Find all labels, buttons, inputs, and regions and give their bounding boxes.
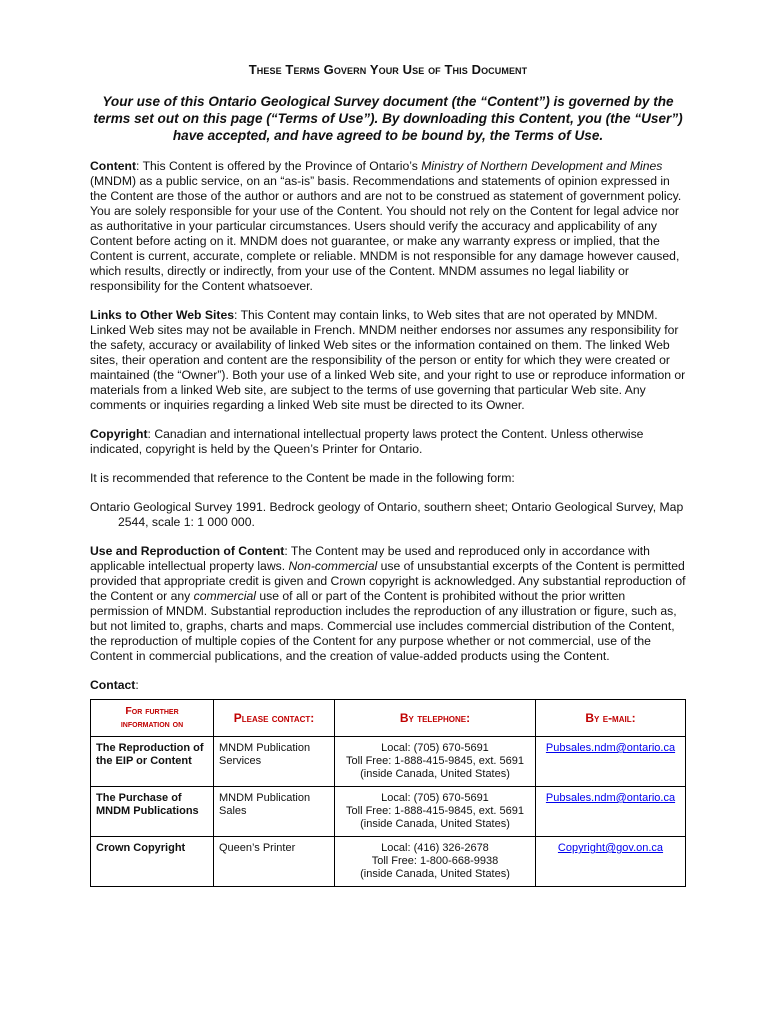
use-text-b: use of unsubstantial excerpts of the Content is permitted provided that appropriate credit is given and Crown copyright is acknowledged. Any substantial reproduction of the Content or any: [90, 559, 686, 603]
links-text: : This Content may contain links, to Web sites that are not operated by MNDM. Linked Web sites may not be available in French. MNDM neither endorses nor assumes any responsibility for the safety, accuracy or availability of linked Web sites or the information contained on them. The linked Web sites, their operation and content are the responsibility of the person or entity for which they were created or maintained (the “Owner”). Both your use of a linked Web site, and your right to use or reproduce information or materials from a linked Web site, are subject to the terms of use governing that particular Web site. Any comments or inquiries regarding a linked Web site must be directed to its Owner.: [90, 308, 686, 412]
content-text-b: (MNDM) as a public service, on an “as-is” basis. Recommendations and statements of opinion expressed in the Content are those of the author or authors and are not to be construed as statement of government policy. You are solely responsible for your use of the Content. You should not rely on the Content for legal advice nor as authoritative in your particular circumstances. Users should verify the accuracy and applicability of any Content before acting on it. MNDM does not guarantee, or make any warranty express or implied, that the Content is current, accurate, complete or reliable. MNDM is not responsible for any damage however caused, which results, directly or indirectly, from your use of the Content. MNDM assumes no legal liability or responsibility for the Content whatsoever.: [90, 174, 682, 293]
table-row: [91, 787, 686, 837]
copyright-text: : Canadian and international intellectual property laws protect the Content. Unless otherwise indicated, copyright is held by the Queen’s Printer for Ontario.: [90, 427, 644, 456]
tel-local: Local: (705) 670-5691: [381, 792, 489, 804]
header-telephone: By telephone:: [335, 700, 536, 737]
content-paragraph: [90, 159, 686, 294]
title-w6: of: [428, 62, 441, 77]
citation: Ontario Geological Survey 1991. Bedrock geology of Ontario, southern sheet; Ontario Geological Survey, Map 2544, scale 1: 1 000 000.: [90, 500, 684, 529]
title-w3-rest: overn: [333, 62, 367, 77]
tel-region: (inside Canada, United States): [360, 868, 510, 880]
title-w5-cap: U: [402, 62, 413, 77]
content-text-a: : This Content is offered by the Province of Ontario’s: [136, 159, 422, 173]
document-title: [90, 62, 686, 77]
links-paragraph: [90, 308, 686, 413]
row-telephone: [335, 737, 536, 787]
intro-statement: Your use of this Ontario Geological Survey document (the “Content”) is governed by the terms set out on this page (“Terms of Use”). By downloading this Content, you (the “User”) have accepted, and have agreed to be bound by, the Terms of Use.: [93, 94, 683, 143]
header-please-contact: Please contact:: [214, 700, 335, 737]
title-w4-cap: Y: [369, 62, 379, 77]
tel-local: Local: (416) 326-2678: [381, 842, 489, 854]
contact-label: [90, 678, 686, 692]
row-contact: Queen’s Printer: [214, 837, 335, 887]
use-heading: Use and Reproduction of Content: [90, 544, 285, 558]
tel-tollfree: Toll Free: 1-888-415-9845, ext. 5691: [346, 755, 524, 767]
title-w1-cap: T: [248, 62, 257, 77]
title-w5-rest: se: [412, 62, 425, 77]
tel-tollfree: Toll Free: 1-800-668-9938: [371, 855, 499, 867]
title-w8-rest: ocument: [481, 62, 528, 77]
contact-table: [90, 699, 686, 887]
tel-region: (inside Canada, United States): [360, 818, 510, 830]
tel-tollfree: Toll Free: 1-888-415-9845, ext. 5691: [346, 805, 524, 817]
reference-note: It is recommended that reference to the Content be made in the following form:: [90, 471, 515, 485]
contact-heading: Contact: [90, 678, 136, 692]
title-w2-cap: T: [285, 62, 294, 77]
header-info-on: [91, 700, 214, 737]
row-email: [536, 837, 686, 887]
tel-region: (inside Canada, United States): [360, 768, 510, 780]
links-heading: Links to Other Web Sites: [90, 308, 235, 322]
title-w3-cap: G: [323, 62, 334, 77]
use-paragraph: [90, 544, 686, 664]
row-topic: Crown Copyright: [91, 837, 214, 887]
contact-colon: :: [135, 678, 139, 692]
title-w2-rest: erms: [293, 62, 320, 77]
email-link[interactable]: Pubsales.ndm@ontario.ca: [545, 742, 676, 754]
header-email: By e-mail:: [536, 700, 686, 737]
row-contact: MNDM Publication Sales: [214, 787, 335, 837]
row-topic: The Purchase of MNDM Publications: [91, 787, 214, 837]
email-link[interactable]: Pubsales.ndm@ontario.ca: [545, 792, 676, 804]
content-heading: Content: [90, 159, 137, 173]
row-telephone: [335, 837, 536, 887]
use-text-c: use of all or part of the Content is prohibited without the prior written permission of MNDM. Substantial reproduction includes the reproduction of any illustration or figure, such as, but not limited to, graphs, charts and maps. Commercial use includes commercial distribution of the Content, the reproduction of multiple copies of the Content for any purpose whether or not commercial, use of the Content in commercial publications, and the creation of value-added products using the Content.: [90, 589, 677, 663]
commercial-term: commercial: [193, 589, 256, 603]
title-w7-rest: his: [452, 62, 468, 77]
header-info-line2: information on: [120, 718, 184, 730]
ministry-name: Ministry of Northern Development and Mines: [421, 159, 663, 173]
row-email: [536, 737, 686, 787]
row-topic: The Reproduction of the EIP or Content: [91, 737, 214, 787]
terms-page: [90, 62, 686, 887]
title-w4-rest: our: [378, 62, 399, 77]
noncommercial-term: Non-commercial: [288, 559, 378, 573]
table-row: [91, 737, 686, 787]
header-info-line1: For further: [125, 705, 179, 717]
copyright-heading: Copyright: [90, 427, 148, 441]
tel-local: Local: (705) 670-5691: [381, 742, 489, 754]
title-w7-cap: T: [444, 62, 453, 77]
title-w8-cap: D: [471, 62, 482, 77]
row-email: [536, 787, 686, 837]
table-row: [91, 837, 686, 887]
use-text-a: : The Content may be used and reproduced only in accordance with applicable intellectual property laws.: [90, 544, 650, 573]
row-telephone: [335, 787, 536, 837]
contact-table-header: [91, 700, 686, 737]
email-link[interactable]: Copyright@gov.on.ca: [557, 842, 664, 854]
title-w1-rest: hese: [256, 62, 282, 77]
copyright-paragraph: [90, 427, 686, 457]
row-contact: MNDM Publication Services: [214, 737, 335, 787]
